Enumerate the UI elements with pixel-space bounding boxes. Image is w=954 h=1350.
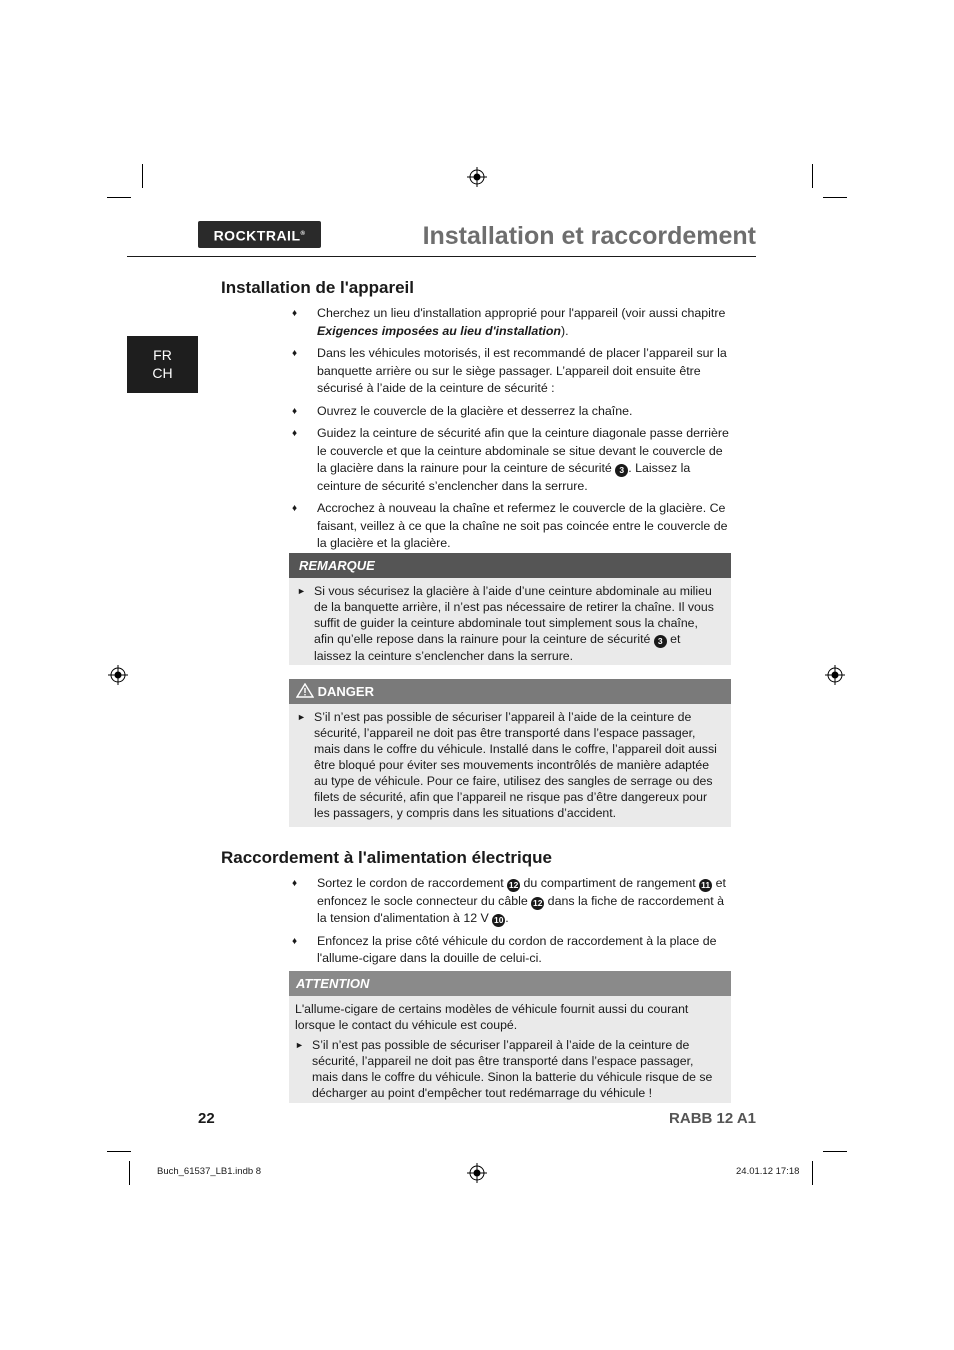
section-heading-power: Raccordement à l'alimentation électrique	[221, 848, 552, 867]
list-item: ♦ Enfoncez la prise côté véhicule du cordon de raccordement à la place de l'allume-cigare dans la douille de celui-ci.	[292, 933, 717, 965]
registration-mark-icon	[825, 665, 845, 685]
part-number-badge: 10	[494, 915, 504, 925]
note-label: REMARQUE	[289, 553, 731, 578]
lang-fr: FR	[153, 347, 172, 363]
crop-mark	[812, 1161, 813, 1185]
crop-mark	[107, 1151, 131, 1152]
diamond-bullet-icon: ♦	[292, 348, 298, 359]
crop-mark	[823, 1151, 847, 1152]
crop-mark	[107, 197, 131, 198]
attention-intro: L'allume-cigare de certains modèles de véhicule fournit aussi du courant lorsque le contact du véhicule est coupé.	[295, 1002, 689, 1032]
page-title: Installation et raccordement	[422, 222, 756, 250]
list-item: ♦ Ouvrez le couvercle de la glacière et desserrez la chaîne.	[292, 403, 732, 421]
list-item: ♦ Sortez le cordon de raccordement 12 du compartiment de rangement 11 et enfoncez le socle connecteur du câble 12 dans la fiche de raccordement à la tension d'alimentation à 12 V 10 .	[292, 876, 726, 925]
part-number-badge: 11	[701, 880, 711, 890]
danger-label: DANGER	[317, 684, 374, 699]
diamond-bullet-icon: ♦	[292, 878, 298, 889]
lang-ch: CH	[152, 365, 173, 381]
crop-mark	[129, 1161, 130, 1185]
brand-logo: ROCKTRAIL®	[198, 221, 321, 248]
diamond-bullet-icon: ♦	[292, 503, 298, 514]
registration-mark-icon	[467, 167, 487, 187]
print-date-info: 24.01.12 17:18	[736, 1166, 800, 1177]
model-number: RABB 12 A1	[669, 1110, 756, 1127]
print-file-info: Buch_61537_LB1.indb 8	[157, 1166, 262, 1177]
diamond-bullet-icon: ♦	[292, 308, 298, 319]
registration-mark-icon	[108, 665, 128, 685]
list-item: ♦ Accrochez à nouveau la chaîne et refermez le couvercle de la glacière. Ce faisant, veillez à ce que la chaîne ne soit pas coincée entre le couvercle de la glacière et la glacière.	[292, 501, 728, 550]
list-item: ♦ Dans les véhicules motorisés, il est recommandé de placer l’appareil sur la banquette arrière ou sur le siège passager. L’appareil doit ensuite être sécurisé à l’aide de la ceinture de sécurité :	[292, 346, 727, 395]
installation-steps	[292, 305, 732, 558]
list-item: ♦ Guidez la ceinture de sécurité afin que la ceinture diagonale passe derrière le couvercle et que la ceinture abdominale se situe devant le couvercle de la glacière dans la rainure pour la ceinture de sécurité 3 . Laissez la ceinture de sécurité s’enclencher dans la serrure.	[292, 426, 729, 493]
crop-mark	[812, 164, 813, 188]
danger-item: ► S’il n’est pas possible de sécuriser l’appareil à l’aide de la ceinture de sécurité, l’appareil ne doit pas être transporté dans l’espace passager, mais dans le coffre du véhicule. Installé dans le coffre, l’appareil doit aussi être bloqué pour éviter ses mouvements incontrôlés de manière adaptée au type de véhicule. Pour ce faire, utilisez des sangles de serrage ou des filets de sécurité, afin que l’appareil ne risque pas d’être dangereux pour les passagers, y compris dans les situations d’accident.	[297, 710, 717, 820]
part-number-badge: 3	[615, 464, 628, 477]
warning-triangle-icon	[296, 683, 314, 698]
registration-mark-icon	[467, 1163, 487, 1183]
crop-mark	[823, 197, 847, 198]
diamond-bullet-icon: ♦	[292, 405, 298, 417]
crop-mark	[142, 164, 143, 188]
list-item: ♦ Cherchez un lieu d'installation approprié pour l'appareil (voir aussi chapitre Exigences imposées au lieu d'installation).	[292, 306, 726, 338]
danger-header	[289, 679, 731, 704]
diamond-bullet-icon: ♦	[292, 935, 298, 947]
page-number: 22	[198, 1110, 215, 1127]
part-number-badge: 3	[654, 635, 667, 648]
power-steps	[292, 875, 732, 973]
part-number-badge: 12	[533, 897, 543, 908]
part-number-badge: 12	[508, 880, 519, 890]
arrow-bullet-icon: ►	[297, 586, 306, 596]
language-tab	[127, 336, 198, 393]
section-heading-installation: Installation de l'appareil	[221, 278, 414, 297]
diamond-bullet-icon: ♦	[292, 428, 298, 439]
danger-box	[289, 679, 731, 827]
arrow-bullet-icon: ►	[297, 712, 306, 722]
attention-box	[289, 971, 731, 1103]
attention-item: ► S’il n’est pas possible de sécuriser l’appareil à l’aide de la ceinture de sécurité, l’appareil ne doit pas être transporté dans l’espace passager, mais dans le coffre du véhicule. Sinon la batterie du véhicule risque de se décharger au point d'empêcher tout redémarrage du véhicule !	[295, 1038, 713, 1100]
arrow-bullet-icon: ►	[295, 1040, 304, 1050]
note-box	[289, 553, 731, 665]
attention-label: ATTENTION	[289, 971, 731, 996]
header-divider	[127, 256, 756, 257]
note-item: ► Si vous sécurisez la glacière à l’aide d’une ceinture abdominale au milieu de la banquette arrière, il n’est pas nécessaire de retirer la chaîne. Il vous suffit de guider la ceinture abdominale tout simplement sous la chaîne, afin qu’elle repose dans la rainure pour la ceinture de sécurité 3 et laissez la ceinture s’enclencher dans la serrure.	[297, 584, 714, 663]
brand-name: ROCKTRAIL	[213, 227, 301, 244]
chapter-reference: Exigences imposées au lieu d'installation	[317, 323, 561, 338]
